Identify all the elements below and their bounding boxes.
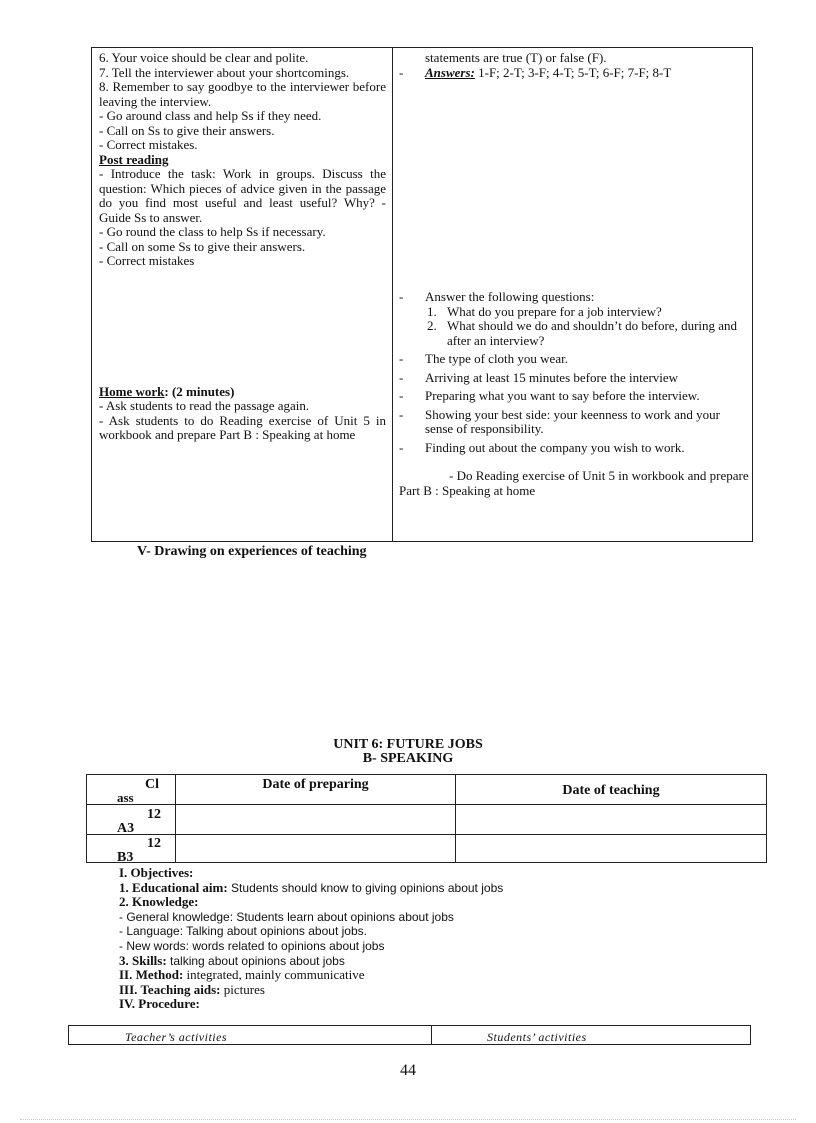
knowledge-item: - New words: words related to opinions about jobs: [119, 938, 385, 953]
answers-line: - Answers: 1-F; 2-T; 3-F; 4-T; 5-T; 6-F; 7-F; 8-T: [399, 64, 672, 80]
left-line: 7. Tell the interviewer about your shortcomings.: [99, 64, 350, 80]
table-row: [87, 805, 767, 835]
homework-line: - Ask students to do Reading exercise of Unit 5 in workbook and prepare Part B : Speaking at home: [99, 412, 386, 442]
post-reading-line: - Introduce the task: Work in groups. Discuss the question: Which pieces of advice given in the passage do you find most useful and least useful? Why? - Guide Ss to answer.: [99, 166, 386, 225]
homework-heading-line: [99, 385, 386, 400]
question-item: 1. What do you prepare for a job interview?: [427, 303, 662, 319]
left-line: - Call on Ss to give their answers.: [99, 122, 275, 138]
answer-item: - Arriving at least 15 minutes before the interview: [399, 369, 679, 385]
right-first-line: statements are true (T) or false (F).: [425, 50, 607, 65]
questions-intro: - Answer the following questions:: [399, 289, 595, 304]
left-line: - Correct mistakes.: [99, 137, 198, 152]
answer-item: - Finding out about the company you wish to work.: [399, 439, 685, 455]
left-line: - Go around class and help Ss if they need.: [99, 108, 322, 123]
post-reading-line: - Call on some Ss to give their answers.: [99, 238, 306, 254]
aids-line: III. Teaching aids: pictures: [119, 981, 265, 997]
unit-subtitle: B- SPEAKING: [362, 751, 454, 766]
teacher-activities-header: Teacher’s activities: [125, 1030, 228, 1044]
homework-heading: Home work: [99, 383, 165, 399]
answers-text: 1-F; 2-T; 3-F; 4-T; 5-T; 6-F; 7-F; 8-T: [474, 64, 672, 80]
teacher-column: [99, 51, 386, 443]
drawing-heading: V- Drawing on experiences of teaching: [137, 544, 367, 559]
knowledge-heading: 2. Knowledge:: [119, 894, 199, 910]
method-line: II. Method: integrated, mainly communicative: [119, 967, 365, 983]
left-line: 6. Your voice should be clear and polite.: [99, 50, 309, 65]
class-cell: 12 B3: [87, 835, 176, 863]
answer-item: - Showing your best side: your keenness to work and your sense of responsibility.: [399, 406, 720, 436]
objectives-heading: I. Objectives:: [119, 865, 194, 880]
answer-item: - Preparing what you want to say before the interview.: [399, 388, 700, 403]
footer-divider: [20, 1119, 796, 1120]
preparing-cell[interactable]: [176, 835, 456, 863]
teaching-header: Date of teaching: [456, 775, 767, 805]
post-reading-line: - Go round the class to help Ss if necessary.: [99, 224, 326, 239]
edu-aim: 1. Educational aim: Students should know to giving opinions about jobs: [119, 879, 504, 895]
students-activities-header: Students’ activities: [487, 1030, 587, 1044]
homework-line: - Ask students to read the passage again.: [99, 398, 310, 413]
student-column: [399, 51, 749, 498]
unit-title: UNIT 6: FUTURE JOBS: [333, 737, 483, 752]
class-cell: 12 A3: [87, 805, 176, 835]
objectives-section: [119, 866, 739, 1012]
column-divider: [392, 48, 393, 541]
homework-right: - Do Reading exercise of Unit 5 in workbook and prepare Part B : Speaking at home: [399, 468, 749, 498]
post-reading-line: - Correct mistakes: [99, 253, 195, 268]
skills-line: 3. Skills: talking about opinions about jobs: [119, 952, 345, 968]
answer-item: - The type of cloth you wear.: [399, 351, 568, 366]
knowledge-item: - General knowledge: Students learn about opinions about jobs: [119, 909, 454, 924]
knowledge-item: - Language: Talking about opinions about jobs.: [119, 924, 367, 939]
preparing-header: Date of preparing: [176, 775, 456, 805]
question-item: 2. What should we do and shouldn’t do before, during and after an interview?: [427, 318, 738, 348]
table-row: [87, 835, 767, 863]
teaching-cell[interactable]: [456, 835, 767, 863]
procedure-heading: IV. Procedure:: [119, 996, 200, 1012]
page-number: 44: [400, 1062, 416, 1079]
activities-table: [91, 47, 753, 542]
left-line: 8. Remember to say goodbye to the interviewer before leaving the interview.: [99, 79, 386, 109]
teaching-cell[interactable]: [456, 805, 767, 835]
class-date-table: [86, 774, 767, 863]
post-reading-heading: Post reading: [99, 151, 169, 167]
preparing-cell[interactable]: [176, 805, 456, 835]
procedure-table: [68, 1025, 751, 1045]
answers-label: Answers:: [425, 64, 475, 80]
homework-time: : (2 minutes): [164, 383, 235, 399]
column-divider: [431, 1026, 432, 1044]
class-header: Cl ass: [87, 775, 176, 805]
